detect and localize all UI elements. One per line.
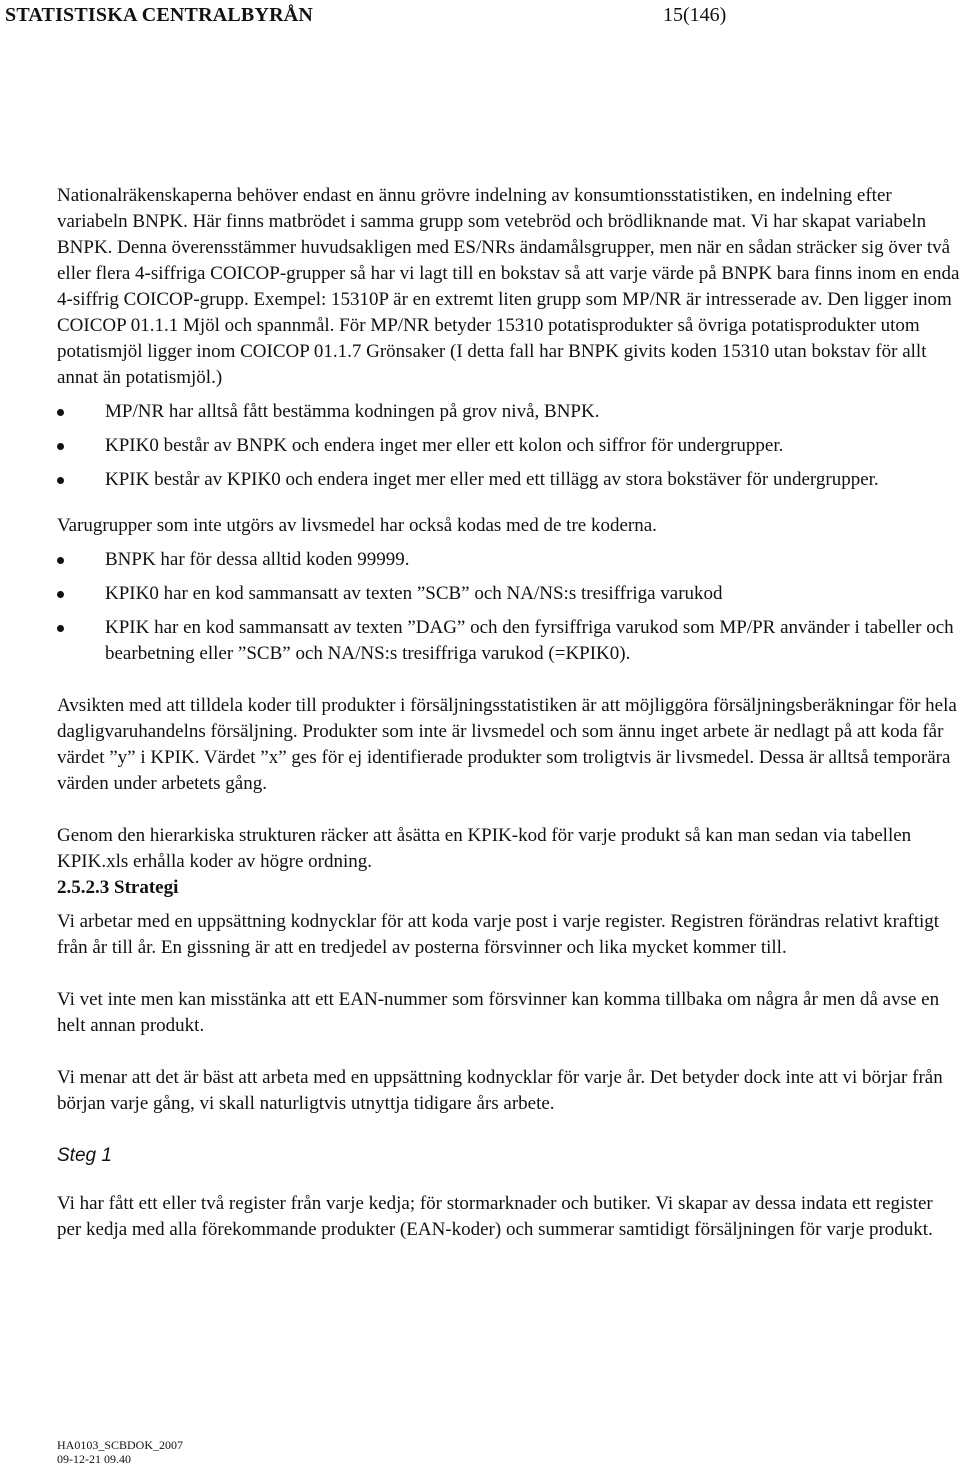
steg-heading: Steg 1: [57, 1145, 112, 1166]
bullet-icon: [57, 625, 64, 632]
intro-paragraph: Nationalräkenskaperna behöver endast en ännu grövre indelning av konsumtionsstatistiken, en indelning efter variabeln BNPK. Här finns matbrödet i samma grupp som vetebröd och brödliknande mat. Vi har skapat variabeln BNPK. Denna överensstämmer huvudsakligen med ES/NRs ändamålsgrupper, men när en sådan sträcker sig över två eller flera 4-siffriga COICOP-grupper så har vi lagt till en bokstav så att varje värde på BNPK bara finns inom en enda 4-siffrig COICOP-grupp. Exempel: 15310P är en extremt liten grupp som MP/NR är intresserade av. Den ligger inom COICOP 01.1.1 Mjöl och spannmål. För MP/NR betyder 15310 potatisprodukter så övriga potatisprodukter utom potatismjöl ligger inom COICOP 01.1.7 Grönsaker (I detta fall har BNPK givits koden 15310 utan bokstav för allt annat än potatismjöl.): [57, 185, 960, 388]
strategi-paragraph-2: Vi vet inte men kan misstänka att ett EAN-nummer som försvinner kan komma tillbaka om några år men då avse en helt annan produkt.: [57, 989, 940, 1036]
list-item: BNPK har för dessa alltid koden 99999.: [57, 547, 960, 573]
strategi-paragraph-1: Vi arbetar med en uppsättning kodnycklar för att koda varje post i varje register. Registren förändras relativt kraftigt från år till år. En gissning är att en tredjedel av posterna försvinner och lika mycket kommer till.: [57, 911, 940, 958]
bullet-icon: [57, 477, 64, 484]
footer: [57, 1438, 183, 1466]
footer-timestamp: 09-12-21 09.40: [57, 1452, 131, 1466]
strategi-paragraph-3: Vi menar att det är bäst att arbeta med en uppsättning kodnycklar för varje år. Det betyder dock inte att vi börjar från början varje gång, vi skall naturligtvis utnyttja tidigare års arbete.: [57, 1067, 943, 1114]
document-body: [57, 183, 960, 1243]
avsikten-paragraph: Avsikten med att tilldela koder till produkter i försäljningsstatistiken är att möjliggöra försäljningsberäkningar för hela dagligvaruhandelns försäljning. Produkter som inte är livsmedel och som ännu inget arbete är nedlagt på att koda får värdet ”y” i KPIK. Värdet ”x” ges för ej identifierade produkter som troligtvis är livsmedel. Dessa är alltså temporära värden under arbetets gång.: [57, 695, 957, 794]
list-item: KPIK består av KPIK0 och endera inget mer eller med ett tillägg av stora bokstäver för undergrupper.: [57, 467, 960, 493]
bullet-icon: [57, 557, 64, 564]
list-item: KPIK0 har en kod sammansatt av texten ”SCB” och NA/NS:s tresiffriga varukod: [57, 581, 960, 607]
bullet-icon: [57, 443, 64, 450]
footer-doc-id: HA0103_SCBDOK_2007: [57, 1438, 184, 1452]
bullet-icon: [57, 409, 64, 416]
bullet-list-nonfood: [57, 547, 960, 667]
bullet-list-coding: [57, 399, 960, 493]
header-org: STATISTISKA CENTRALBYRÅN: [5, 4, 314, 26]
varugrupper-paragraph: Varugrupper som inte utgörs av livsmedel har också kodas med de tre koderna.: [57, 515, 657, 536]
steg-paragraph: Vi har fått ett eller två register från varje kedja; för stormarknader och butiker. Vi skapar av dessa indata ett register per kedja med alla förekommande produkter (EAN-koder) och summerar samtidigt försäljningen för varje produkt.: [57, 1193, 933, 1240]
list-item: KPIK0 består av BNPK och endera inget mer eller ett kolon och siffror för undergrupper.: [57, 433, 960, 459]
section-heading: 2.5.2.3 Strategi: [57, 877, 179, 898]
genom-paragraph: Genom den hierarkiska strukturen räcker att åsätta en KPIK-kod för varje produkt så kan man sedan via tabellen KPIK.xls erhålla koder av högre ordning.: [57, 825, 912, 872]
header-page-number: 15(146): [663, 4, 727, 26]
list-item: KPIK har en kod sammansatt av texten ”DAG” och den fyrsiffriga varukod som MP/PR använder i tabeller och bearbetning eller ”SCB” och NA/NS:s tresiffriga varukod (=KPIK0).: [57, 615, 960, 667]
list-item: MP/NR har alltså fått bestämma kodningen på grov nivå, BNPK.: [57, 399, 960, 425]
bullet-icon: [57, 591, 64, 598]
